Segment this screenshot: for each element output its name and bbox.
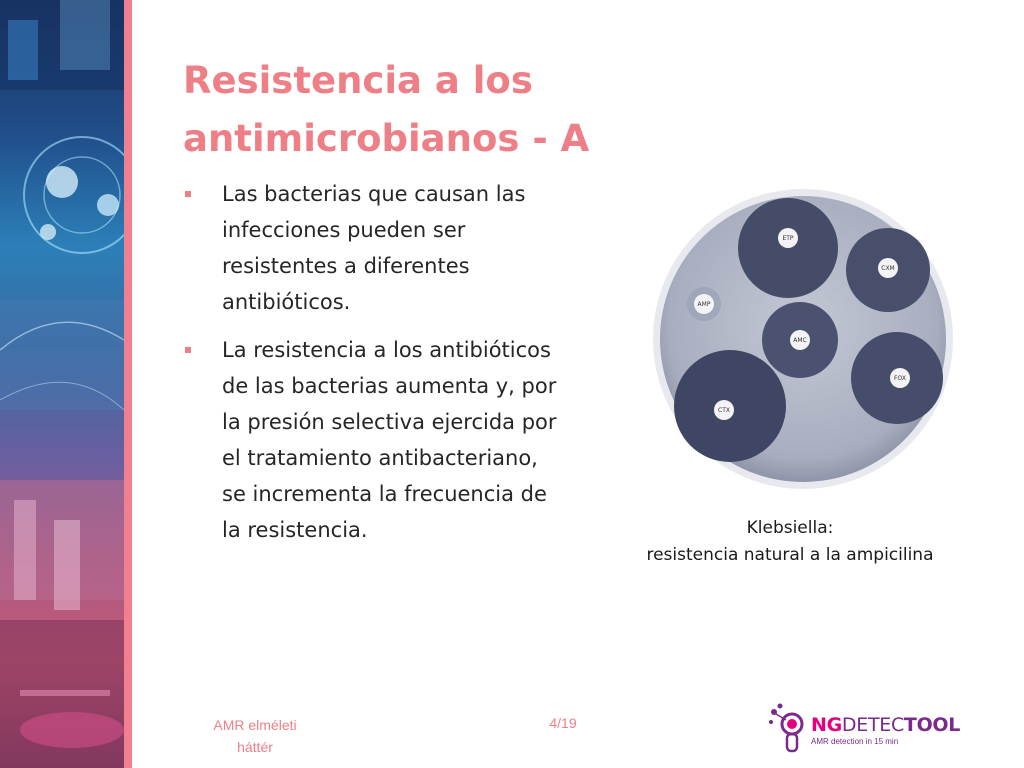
logo-brand-detect: DETEC — [841, 714, 904, 736]
bullet-text: La resistencia a los antibióticos de las bacterias aumenta y, por la presión selectiva ejercida por el tratamiento antibacteriano, se incrementa la frecuencia de la resistencia. — [222, 338, 557, 542]
footer-section-label — [195, 714, 315, 758]
bullet-item — [183, 176, 563, 320]
logo-brand-tool: TOOL — [903, 714, 961, 736]
footer-section-line-2: háttér — [237, 739, 273, 755]
test-tube-logo-icon — [768, 700, 810, 755]
sidebar-accent-stripe — [124, 0, 132, 768]
page-number: 4/19 — [549, 715, 577, 731]
logo-brand-ng: NG — [811, 714, 842, 736]
petri-dish-image — [652, 188, 954, 490]
logo-tagline: AMR detection in 15 min — [811, 737, 899, 746]
footer-section-line-1: AMR elméleti — [213, 717, 297, 733]
laboratory-photo-collage — [0, 0, 124, 768]
square-bullet-icon — [185, 347, 191, 353]
decorative-sidebar-image — [0, 0, 124, 768]
logo-wordmark — [811, 714, 960, 736]
slide-title-line-2: antimicrobianos - A — [183, 117, 590, 160]
disk-label: CXM — [881, 265, 895, 272]
slide-title-line-1: Resistencia a los — [183, 59, 533, 102]
disk-label: CTX — [718, 407, 730, 414]
ngdetectool-logo — [768, 700, 968, 755]
caption-line-2: resistencia natural a la ampicilina — [646, 545, 934, 565]
disk-label: ETP — [782, 235, 794, 242]
slide-title — [183, 52, 643, 168]
bullet-list — [183, 176, 563, 560]
square-bullet-icon — [185, 191, 191, 197]
bullet-text: Las bacterias que causan las infecciones pueden ser resistentes a diferentes antibióticos. — [222, 182, 526, 314]
disk-label: AMP — [697, 301, 711, 308]
caption-line-1: Klebsiella: — [746, 518, 834, 538]
bullet-item — [183, 332, 563, 548]
disk-label: AMC — [793, 337, 807, 344]
image-caption — [620, 515, 960, 569]
disk-label: FOX — [894, 375, 906, 382]
